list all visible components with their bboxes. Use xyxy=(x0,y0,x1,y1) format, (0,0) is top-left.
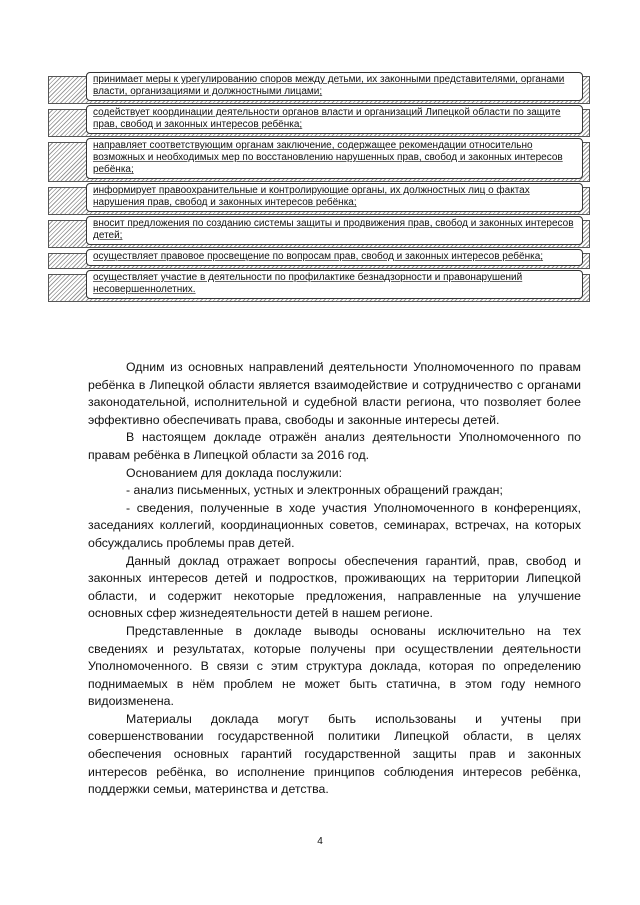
diagram-row xyxy=(48,216,590,245)
body-text xyxy=(88,359,581,799)
diagram-item: принимает меры к урегулированию споров между детьми, их законными представителями, органами власти, организациями и должностными лицами; xyxy=(86,72,583,101)
paragraph: Данный доклад отражает вопросы обеспечения гарантий, прав, свобод и законных интересов детей и подростков, проживающих на территории Липецкой области, и содержит некоторые предложения, направленные на улучшение основных сфер жизнедеятельности детей в нашем регионе. xyxy=(88,553,581,621)
paragraph: Представленные в докладе выводы основаны исключительно на тех сведениях и результатах, которые получены при осуществлении деятельности Уполномоченного. В связи с этим структура доклада, которая по определению поднимаемых в нём проблем не может быть статична, в этом году немного видоизменена. xyxy=(88,623,581,709)
diagram-item: направляет соответствующим органам заключение, содержащее рекомендации относительно возможных и необходимых мер по восстановлению нарушенных прав, свобод и законных интересов ребёнка; xyxy=(86,138,583,179)
page-number: 4 xyxy=(317,836,323,847)
diagram-item: осуществляет участие в деятельности по профилактике безнадзорности и правонарушений несовершеннолетних. xyxy=(86,270,583,299)
diagram-item: информирует правоохранительные и контролирующие органы, их должностных лиц о фактах нарушения прав, свобод и законных интересов ребёнка; xyxy=(86,183,583,212)
paragraph: В настоящем докладе отражён анализ деятельности Уполномоченного по правам ребёнка в Липецкой области за 2016 год. xyxy=(88,430,581,462)
diagram-item: содействует координации деятельности органов власти и организаций Липецкой области по защите прав, свобод и законных интересов ребёнка; xyxy=(86,105,583,134)
diagram-row xyxy=(48,249,590,266)
diagram-item: осуществляет правовое просвещение по вопросам прав, свобод и законных интересов ребёнка; xyxy=(86,249,583,266)
diagram-row xyxy=(48,183,590,212)
diagram-item: вносит предложения по созданию системы защиты и продвижения прав, свобод и законных интересов детей; xyxy=(86,216,583,245)
diagram-row xyxy=(48,270,590,299)
functions-diagram xyxy=(48,72,590,303)
diagram-row xyxy=(48,105,590,134)
diagram-row xyxy=(48,72,590,101)
paragraph: Основанием для доклада послужили: xyxy=(126,465,343,480)
paragraph: - анализ письменных, устных и электронных обращений граждан; xyxy=(126,483,503,498)
diagram-row xyxy=(48,138,590,179)
paragraph: - сведения, полученные в ходе участия Уполномоченного в конференциях, заседаниях коллегий, координационных советов, семинарах, встречах, на которых обсуждались проблемы прав детей. xyxy=(88,500,581,550)
paragraph: Материалы доклада могут быть использованы и учтены при совершенствовании государственной политики Липецкой области, в целях обеспечения основных гарантий государственной защиты прав и законных интересов ребёнка, во исполнение принципов соблюдения интересов ребёнка, поддержки семьи, материнства и детства. xyxy=(88,711,581,797)
paragraph: Одним из основных направлений деятельности Уполномоченного по правам ребёнка в Липецкой области является взаимодействие и сотрудничество с органами законодательной, исполнительной и судебной власти региона, что позволяет более эффективно обеспечивать права, свободы и законные интересы детей. xyxy=(88,360,581,427)
